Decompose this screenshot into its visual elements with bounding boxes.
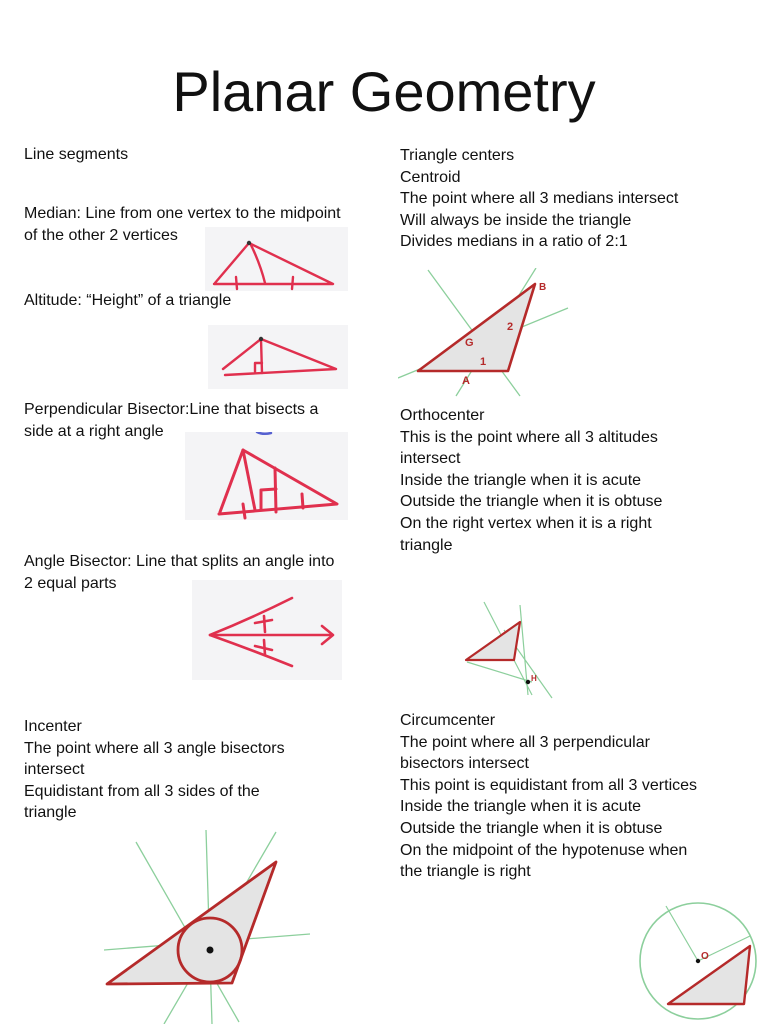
- centroid-label-g: G: [465, 337, 474, 349]
- angle-bisector-line-1: Angle Bisector: Line that splits an angle into: [24, 553, 335, 570]
- circumcenter-line-3: This point is equidistant from all 3 vertices: [400, 776, 698, 794]
- page-title: Planar Geometry: [172, 60, 596, 123]
- incenter-line-4: triangle: [24, 804, 77, 822]
- incenter-figure: [104, 830, 310, 1024]
- circumcenter-line-6: On the midpoint of the hypotenuse when: [400, 841, 688, 859]
- centroid-label-a: A: [462, 375, 470, 387]
- incenter-heading: Incenter: [24, 718, 82, 735]
- median-line-1: Median: Line from one vertex to the midpoint: [24, 205, 341, 222]
- centroid-label-b: B: [539, 282, 547, 293]
- orthocenter-line-6: triangle: [400, 536, 453, 554]
- perp-bisector-sketch: [185, 432, 348, 520]
- angle-bisector-sketch: [192, 580, 342, 680]
- orthocenter-line-3: Inside the triangle when it is acute: [400, 471, 642, 489]
- orthocenter-figure: [462, 600, 554, 700]
- circumcenter-line-7: the triangle is right: [400, 863, 531, 881]
- incenter-definition: [24, 716, 285, 824]
- circumcenter-line-1: The point where all 3 perpendicular: [400, 733, 650, 751]
- centroid-label-2: 2: [507, 321, 514, 333]
- line-segments-heading: [24, 144, 128, 166]
- centroid-line-2: Will always be inside the triangle: [400, 211, 632, 229]
- median-sketch: [205, 227, 348, 291]
- orthocenter-line-2: intersect: [400, 450, 461, 468]
- incenter-line-3: Equidistant from all 3 sides of the: [24, 782, 260, 800]
- incenter-line-2: intersect: [24, 761, 85, 779]
- centroid-line-1: The point where all 3 medians intersect: [400, 190, 679, 208]
- orthocenter-definition: [400, 405, 662, 556]
- perp-bisector-line-1: Perpendicular Bisector:Line that bisects a: [24, 401, 319, 418]
- circumcenter-line-4: Inside the triangle when it is acute: [400, 798, 642, 816]
- incenter-line-1: The point where all 3 angle bisectors: [24, 739, 285, 757]
- perp-bisector-line-2: side at a right angle: [24, 422, 164, 440]
- median-line-2: of the other 2 vertices: [24, 226, 178, 244]
- altitude-sketch: [208, 325, 348, 389]
- centroid-label-1: 1: [480, 356, 487, 368]
- circumcenter-figure: [636, 896, 768, 1024]
- circumcenter-line-5: Outside the triangle when it is obtuse: [400, 819, 663, 837]
- angle-bisector-line-2: 2 equal parts: [24, 574, 117, 592]
- circumcenter-line-2: bisectors intersect: [400, 755, 529, 773]
- altitude-line: Altitude: “Height” of a triangle: [24, 292, 232, 309]
- centroid-heading: Centroid: [400, 168, 461, 186]
- altitude-definition: [24, 290, 231, 312]
- orthocenter-label-h: H: [531, 674, 537, 683]
- centroid-definition: [400, 145, 678, 253]
- orthocenter-line-1: This is the point where all 3 altitudes: [400, 428, 658, 446]
- line-segments-label: Line segments: [24, 146, 129, 163]
- orthocenter-line-5: On the right vertex when it is a right: [400, 514, 652, 532]
- circumcenter-label-o: O: [701, 951, 709, 962]
- circumcenter-definition: [400, 710, 697, 883]
- centroid-figure: [398, 268, 573, 398]
- circumcenter-heading: Circumcenter: [400, 712, 496, 729]
- centroid-line-3: Divides medians in a ratio of 2:1: [400, 233, 628, 251]
- orthocenter-line-4: Outside the triangle when it is obtuse: [400, 493, 663, 511]
- triangle-centers-heading: Triangle centers: [400, 147, 515, 164]
- orthocenter-heading: Orthocenter: [400, 407, 485, 424]
